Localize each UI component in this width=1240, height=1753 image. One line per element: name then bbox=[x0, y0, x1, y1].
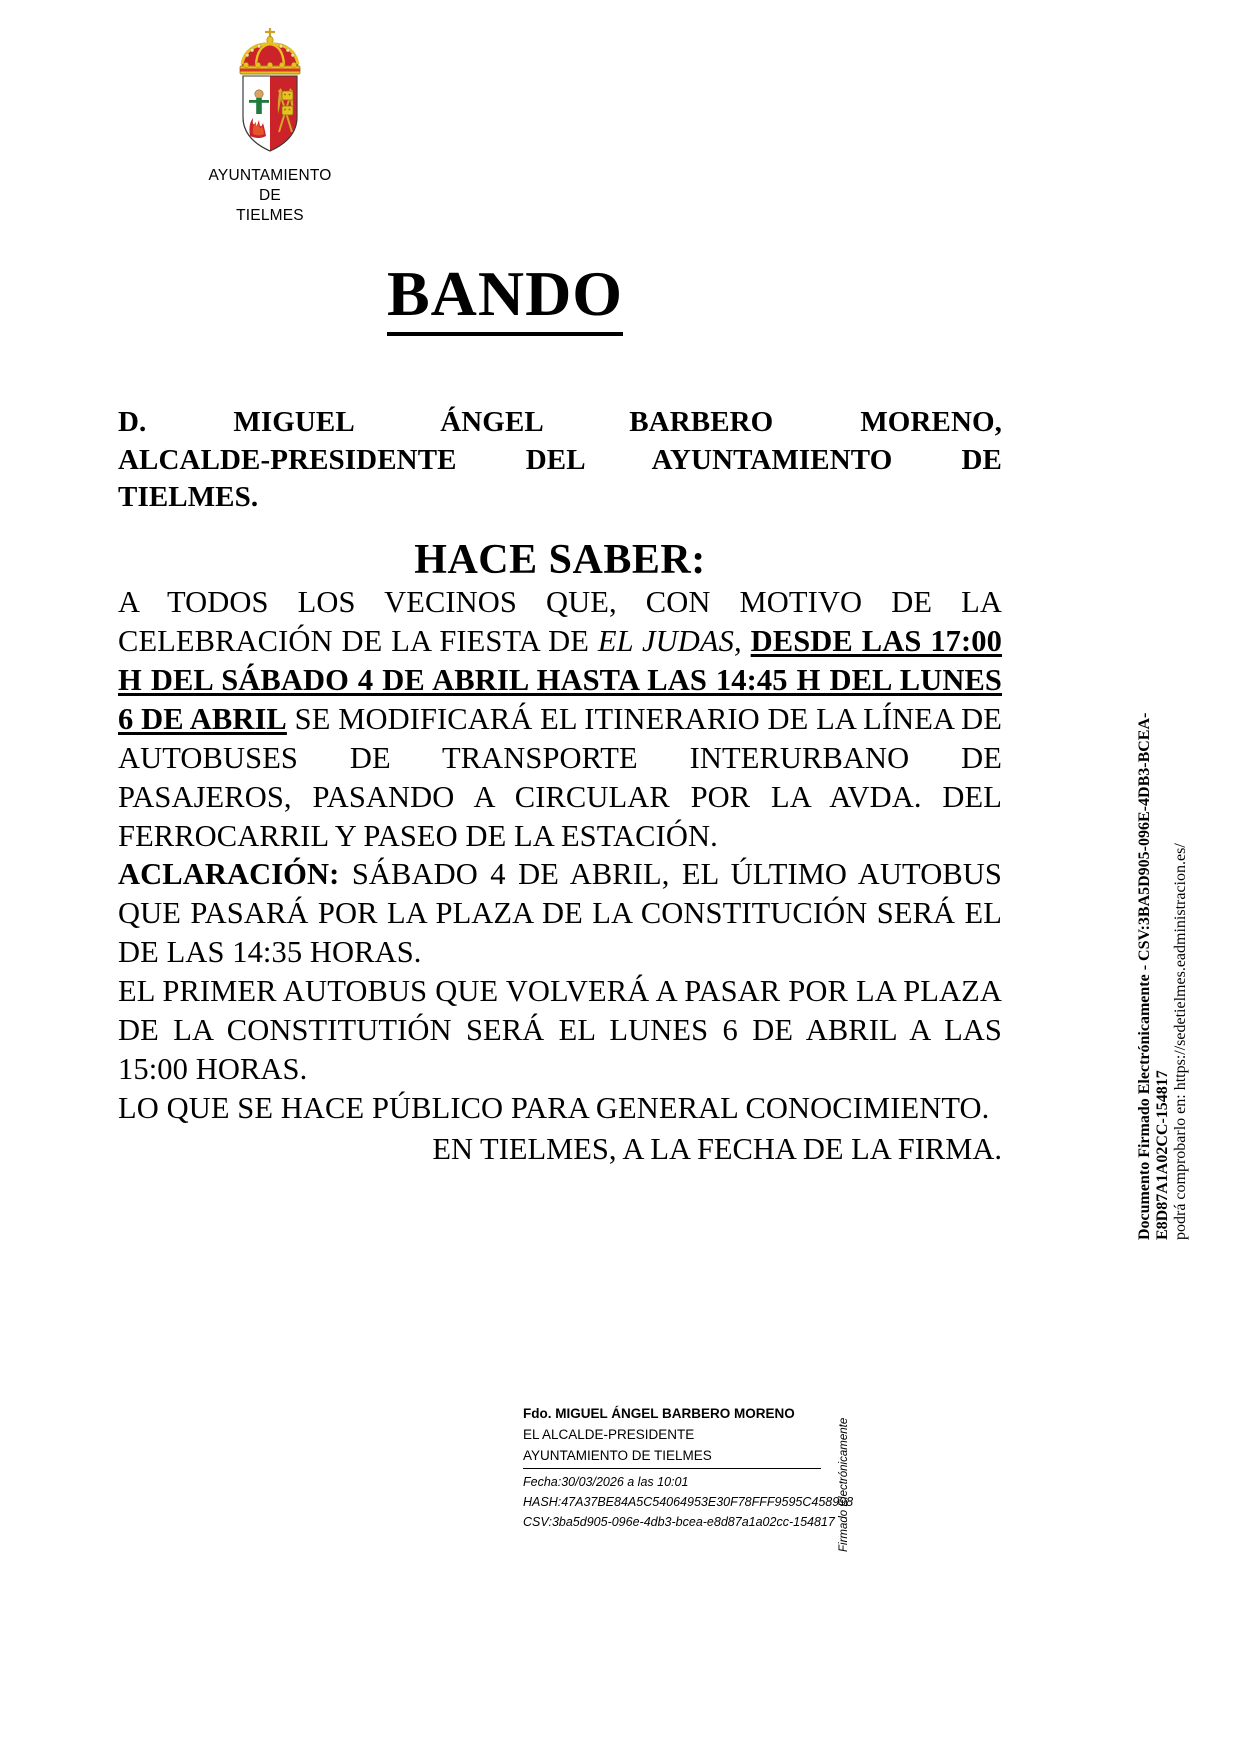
paragraph-main bbox=[118, 583, 1002, 855]
signature-block bbox=[523, 1404, 863, 1552]
vertical-csv-stamp bbox=[1136, 600, 1222, 1240]
para1-bold-underline-dates: DESDE LAS 17:00 H DEL SÁBADO 4 DE ABRIL HASTA LAS 14:45 H DEL LUNES 6 DE ABRIL bbox=[118, 624, 1002, 736]
signature-vertical-note-text: Firmado Electrónicamente bbox=[838, 1417, 850, 1552]
header-caption bbox=[120, 166, 420, 226]
authority-line-2: ALCALDE-PRESIDENTE DEL AYUNTAMIENTO DE bbox=[118, 443, 1002, 476]
signature-org: AYUNTAMIENTO DE TIELMES bbox=[523, 1447, 712, 1463]
authority-declaration bbox=[118, 404, 1002, 517]
signature-role: EL ALCALDE-PRESIDENTE bbox=[523, 1426, 695, 1442]
aclaracion-label: ACLARACIÓN: bbox=[118, 857, 340, 892]
coat-of-arms-icon bbox=[216, 24, 324, 156]
signature-divider bbox=[523, 1468, 821, 1469]
signature-csv: CSV:3ba5d905-096e-4db3-bcea-e8d87a1a02cc-154817 bbox=[523, 1515, 835, 1530]
aclaracion-text: SÁBADO 4 DE ABRIL, EL ÚLTIMO AUTOBUS QUE PASARÁ POR LA PLAZA DE LA CONSTITUCIÓN SERÁ EL DE LAS 14:35 HORAS. bbox=[118, 857, 1002, 970]
document-title bbox=[0, 258, 1010, 329]
vertical-csv-stamp-rotator bbox=[1136, 600, 1190, 1240]
document-title-text: BANDO bbox=[387, 258, 623, 336]
vertical-csv-line-2: podrá comprobarlo en: https://sedetielmes.eadministracion.es/ bbox=[1172, 843, 1189, 1240]
paragraph-publico: LO QUE SE HACE PÚBLICO PARA GENERAL CONOCIMIENTO. bbox=[118, 1090, 990, 1125]
para1-segment-3: SE MODIFICARÁ EL ITINERARIO DE LA LÍNEA DE AUTOBUSES DE TRANSPORTE INTERURBANO DE PASAJEROS, PASANDO A CIRCULAR POR LA AVDA. DEL FERROCARRIL Y PASEO DE LA ESTACIÓN. bbox=[118, 701, 1003, 853]
paragraph-aclaracion bbox=[118, 855, 1002, 972]
para1-segment-1: A TODOS LOS VECINOS QUE, CON MOTIVO DE LA CELEBRACIÓN DE LA FIESTA DE bbox=[118, 585, 1002, 659]
header-crest-block bbox=[120, 24, 420, 226]
signature-hash: HASH:47A37BE84A5C54064953E30F78FFF9595C458998 bbox=[523, 1495, 854, 1510]
header-caption-line-1: AYUNTAMIENTO bbox=[208, 167, 332, 184]
header-caption-line-3: TIELMES bbox=[236, 207, 304, 225]
signature-vertical-note bbox=[838, 1404, 870, 1554]
vertical-csv-line-1: Documento Firmado Electrónicamente - CSV:3BA5D905-096E-4DB3-BCEA-E8D87A1A02CC-154817 bbox=[1136, 712, 1171, 1240]
proclamation-heading: HACE SABER: bbox=[414, 537, 706, 584]
para1-segment-2 bbox=[742, 624, 751, 658]
document-body bbox=[118, 404, 1002, 1168]
closing-line: EN TIELMES, A LA FECHA DE LA FIRMA. bbox=[432, 1131, 1002, 1166]
signature-name: Fdo. MIGUEL ÁNGEL BARBERO MORENO bbox=[523, 1406, 795, 1421]
para1-italic-judas: EL JUDAS, bbox=[597, 624, 742, 659]
authority-line-1: D. MIGUEL ÁNGEL BARBERO MORENO, bbox=[118, 406, 1002, 438]
paragraph-primer-autobus: EL PRIMER AUTOBUS QUE VOLVERÁ A PASAR POR LA PLAZA DE LA CONSTITUTIÓN SERÁ EL LUNES 6 DE ABRIL A LAS 15:00 HORAS. bbox=[118, 974, 1002, 1086]
header-caption-line-2: DE bbox=[259, 187, 281, 205]
authority-line-3: TIELMES. bbox=[118, 481, 259, 514]
signature-fecha: Fecha:30/03/2026 a las 10:01 bbox=[523, 1474, 689, 1489]
